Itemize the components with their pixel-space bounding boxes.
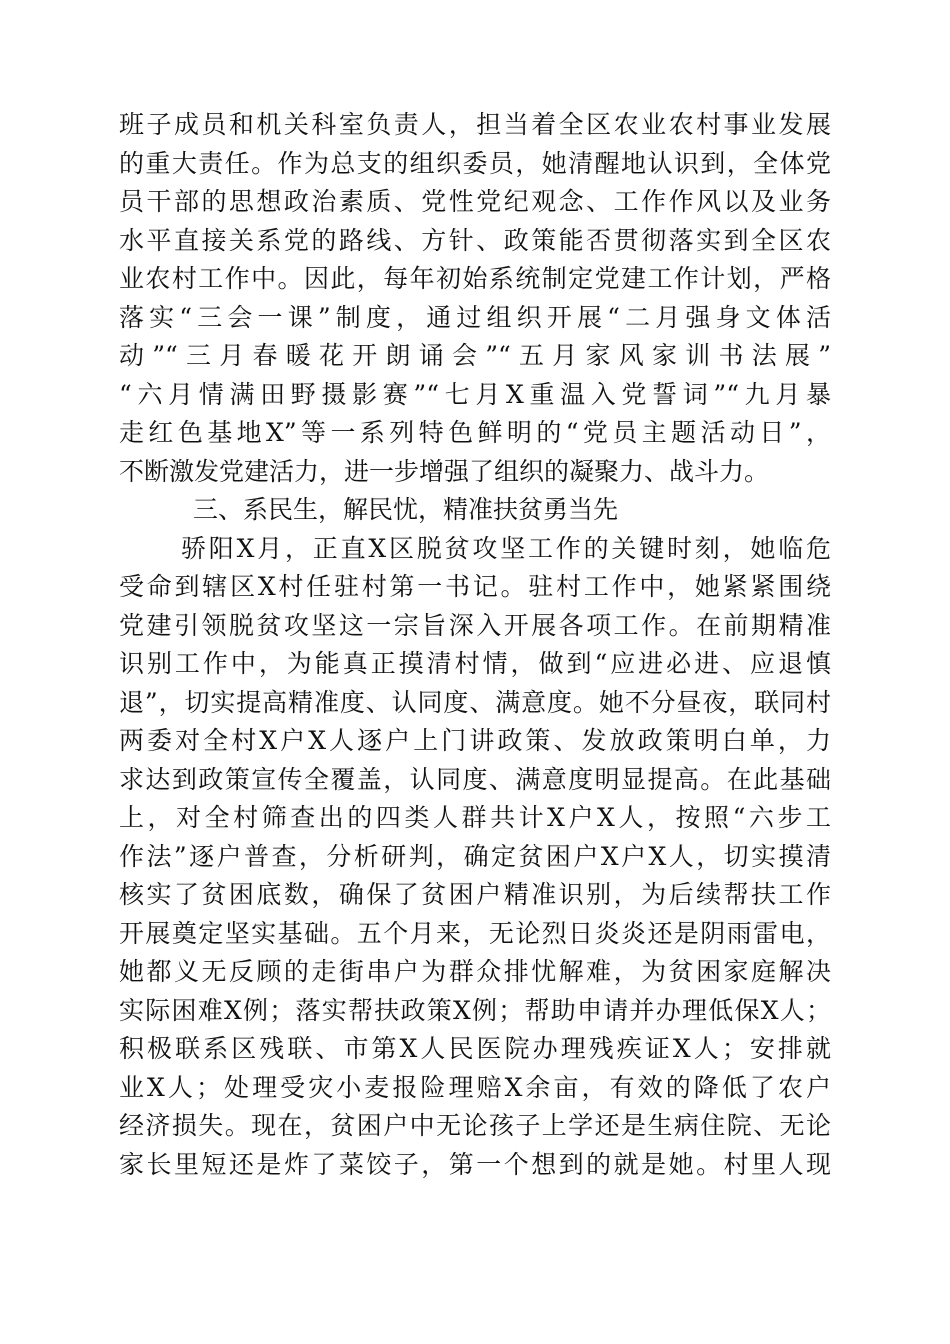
text-line: 业X人；处理受灾小麦报险理赔X余亩，有效的降低了农户 [119,1072,831,1102]
text-line: 识别工作中，为能真正摸清村情，做到“应进必进、应退慎 [119,649,831,678]
text-line: 退”，切实提高精准度、认同度、满意度。她不分昼夜，联同村 [119,687,831,717]
text-line: 积极联系区残联、市第X人民医院办理残疾证X人；安排就 [119,1034,831,1063]
text-line: 两委对全村X户X人逐户上门讲政策、发放政策明白单，力 [119,726,831,755]
text-line: 班子成员和机关科室负责人，担当着全区农业农村事业发展 [119,110,831,139]
text-line: 受命到辖区X村任驻村第一书记。驻村工作中，她紧紧围绕 [119,572,831,601]
text-line: 核实了贫困底数，确保了贫困户精准识别，为后续帮扶工作 [119,880,831,909]
text-line: 员干部的思想政治素质、党性党纪观念、工作作风以及业务 [119,187,831,216]
text-line: 业农村工作中。因此，每年初始系统制定党建工作计划，严格 [119,264,831,293]
body-text [119,106,831,1184]
text-line: 骄阳X月，正直X区脱贫攻坚工作的关键时刻，她临危 [181,533,831,563]
text-line: 水平直接关系党的路线、方针、政策能否贯彻落实到全区农 [119,225,831,255]
text-line: 党建引领脱贫攻坚这一宗旨深入开展各项工作。在前期精准 [119,610,831,640]
text-line: 经济损失。现在，贫困户中无论孩子上学还是生病住院、无论 [119,1111,831,1140]
text-line: 不断激发党建活力，进一步增强了组织的凝聚力、战斗力。 [119,456,770,486]
text-line: 实际困难X例；落实帮扶政策X例；帮助申请并办理低保X人； [119,995,831,1025]
text-line: 的重大责任。作为总支的组织委员，她清醒地认识到，全体党 [119,148,831,178]
text-line: 上，对全村筛查出的四类人群共计X户X人，按照“六步工 [119,803,831,832]
text-line: 动”“三月春暖花开朗诵会”“五月家风家训书法展” [119,341,831,370]
text-line: 落实“三会一课”制度，通过组织开展“二月强身文体活 [119,302,831,332]
text-line: 家长里短还是炸了菜饺子，第一个想到的就是她。村里人现 [119,1149,831,1179]
text-line: 走红色基地X”等一系列特色鲜明的“党员主题活动日”， [119,418,831,447]
text-line: “六月情满田野摄影赛”“七月X重温入党誓词”“九月暴 [119,379,831,409]
text-line: 开展奠定坚实基础。五个月来，无论烈日炎炎还是阴雨雷电， [119,918,831,948]
text-line: 作法”逐户普查，分析研判，确定贫困户X户X人，切实摸清 [119,841,831,871]
text-line: 求达到政策宣传全覆盖，认同度、满意度明显提高。在此基础 [119,764,831,794]
text-line: 她都义无反顾的走街串户为群众排忧解难，为贫困家庭解决 [119,957,831,986]
section-heading: 三、系民生，解民忧，精准扶贫勇当先 [193,495,619,524]
